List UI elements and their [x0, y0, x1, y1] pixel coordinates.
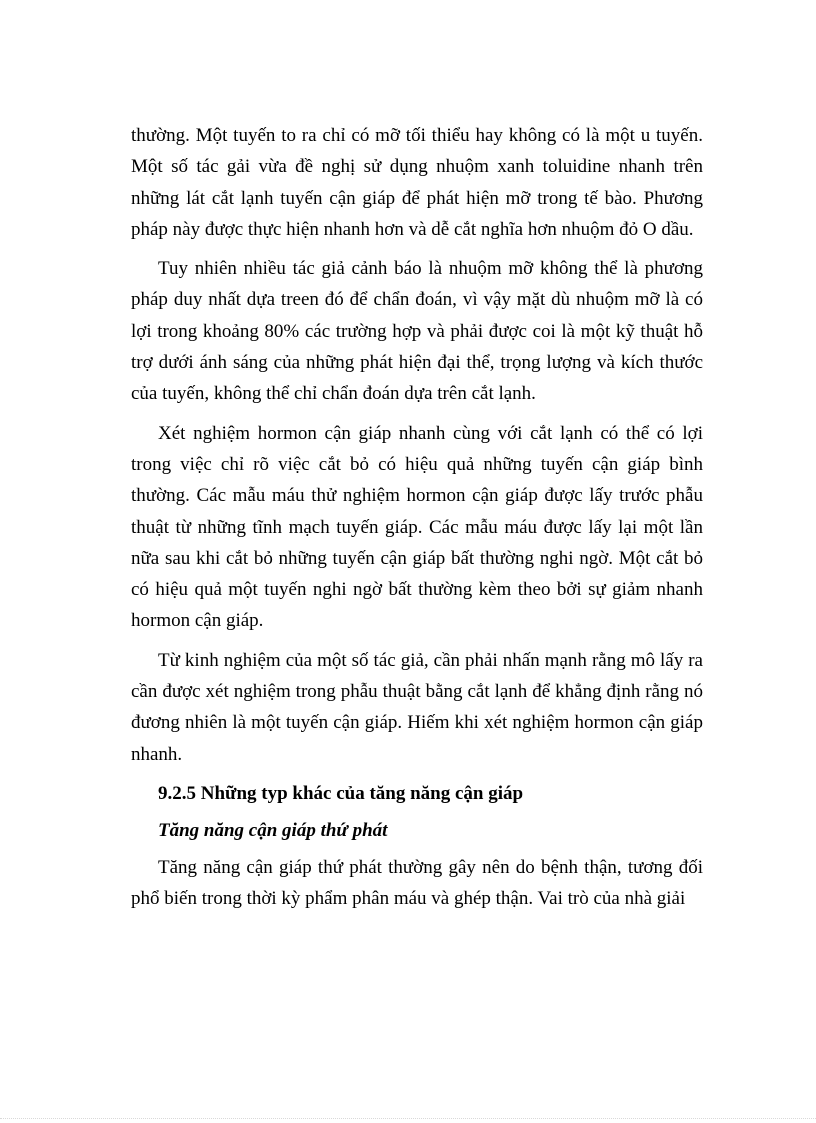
- paragraph-4: Từ kinh nghiệm của một số tác giả, cần phải nhấn mạnh rằng mô lấy ra cần được xét nghiệm trong phẫu thuật bằng cắt lạnh để khẳng định rằng nó đương nhiên là một tuyến cận giáp. Hiếm khi xét nghiệm hormon cận giáp nhanh.: [131, 649, 703, 765]
- subsection-heading: Tăng năng cận giáp thứ phát: [158, 819, 388, 841]
- section-heading: 9.2.5 Những typ khác của tăng năng cận giáp: [158, 782, 524, 804]
- page-content: [131, 120, 703, 923]
- page-bottom-divider: [0, 1118, 816, 1119]
- paragraph-3: Xét nghiệm hormon cận giáp nhanh cùng với cắt lạnh có thể có lợi trong việc chỉ rõ việc cắt bỏ có hiệu quả những tuyến cận giáp bình thường. Các mẫu máu thử nghiệm hormon cận giáp được lấy trước phẫu thuật từ những tĩnh mạch tuyến giáp. Các mẫu máu được lấy lại một lần nữa sau khi cắt bỏ những tuyến cận giáp bất thường nghi ngờ. Một cắt bỏ có hiệu quả một tuyến nghi ngờ bất thường kèm theo bởi sự giảm nhanh hormon cận giáp.: [131, 422, 703, 632]
- paragraph-1: thường. Một tuyến to ra chỉ có mỡ tối thiểu hay không có là một u tuyến. Một số tác gải vừa đề nghị sử dụng nhuộm xanh toluidine nhanh trên những lát cắt lạnh tuyến cận giáp để phát hiện mỡ trong tế bào. Phương pháp này được thực hiện nhanh hơn và dễ cắt nghĩa hơn nhuộm đỏ O dầu.: [131, 125, 703, 240]
- paragraph-2: Tuy nhiên nhiều tác giả cảnh báo là nhuộm mỡ không thể là phương pháp duy nhất dựa treen đó để chẩn đoán, vì vậy mặt dù nhuộm mỡ là có lợi trong khoảng 80% các trường hợp và phải được coi là một kỹ thuật hỗ trợ dưới ánh sáng của những phát hiện đại thể, trọng lượng và kích thước của tuyến, không thể chỉ chẩn đoán dựa trên cắt lạnh.: [131, 258, 703, 405]
- paragraph-5: Tăng năng cận giáp thứ phát thường gây nên do bệnh thận, tương đối phổ biến trong thời kỳ phẩm phân máu và ghép thận. Vai trò của nhà giải: [131, 856, 703, 910]
